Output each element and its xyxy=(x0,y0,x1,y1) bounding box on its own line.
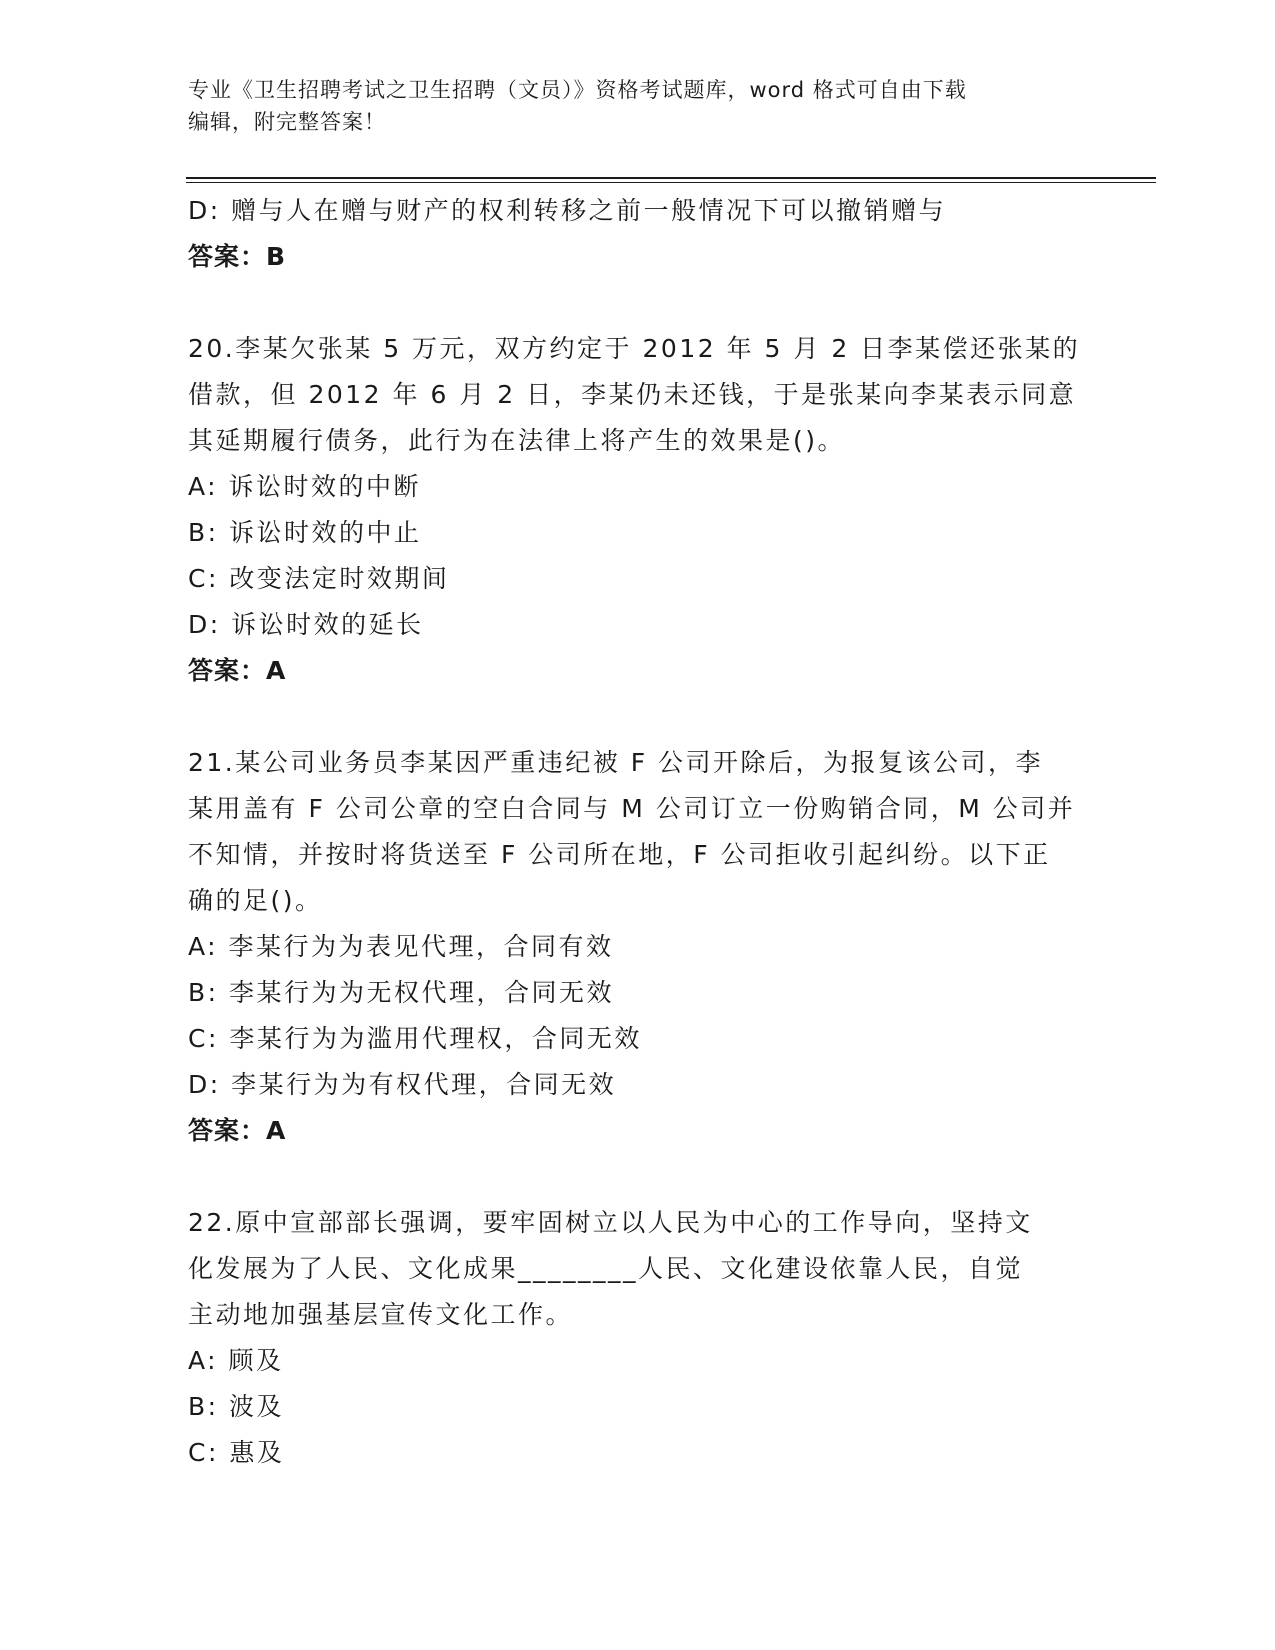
q22-stem-line-3: 主动地加强基层宣传文化工作。 xyxy=(188,1300,574,1329)
question-20 xyxy=(188,326,1088,694)
q21-option-a: A: 李某行为为表见代理，合同有效 xyxy=(188,932,614,961)
q20-option-b: B: 诉讼时效的中止 xyxy=(188,518,422,547)
q20-answer: 答案：A xyxy=(188,656,287,685)
spacer xyxy=(188,280,1088,326)
spacer xyxy=(188,694,1088,740)
question-22 xyxy=(188,1200,1088,1476)
q22-option-a: A: 顾及 xyxy=(188,1346,284,1375)
header-divider-thick xyxy=(186,177,1156,179)
q20-option-c: C: 改变法定时效期间 xyxy=(188,564,450,593)
question-content xyxy=(188,188,1088,1476)
q20-option-d: D: 诉讼时效的延长 xyxy=(188,610,424,639)
q22-stem-line-1: 22.原中宣部部长强调，要牢固树立以人民为中心的工作导向，坚持文 xyxy=(188,1208,1033,1237)
q20-stem-line-2: 借款，但 2012 年 6 月 2 日，李某仍未还钱，于是张某向李某表示同意 xyxy=(188,380,1077,409)
question-21 xyxy=(188,740,1088,1154)
header-divider-thin xyxy=(186,182,1156,183)
q21-option-c: C: 李某行为为滥用代理权，合同无效 xyxy=(188,1024,642,1053)
q19-answer: 答案：B xyxy=(188,242,287,271)
header-line-2: 编辑，附完整答案！ xyxy=(188,110,386,134)
q21-stem-line-4: 确的足()。 xyxy=(188,886,323,915)
q21-option-b: B: 李某行为为无权代理，合同无效 xyxy=(188,978,615,1007)
header-line-1: 专业《卫生招聘考试之卫生招聘（文员）》资格考试题库，word 格式可自由下载 xyxy=(188,78,967,102)
q21-option-d: D: 李某行为为有权代理，合同无效 xyxy=(188,1070,617,1099)
q21-stem-line-1: 21.某公司业务员李某因严重违纪被 F 公司开除后，为报复该公司，李 xyxy=(188,748,1044,777)
q22-option-c: C: 惠及 xyxy=(188,1438,285,1467)
q21-stem-line-2: 某用盖有 F 公司公章的空白合同与 M 公司订立一份购销合同，M 公司并 xyxy=(188,794,1076,823)
q20-option-a: A: 诉讼时效的中断 xyxy=(188,472,422,501)
q21-answer: 答案：A xyxy=(188,1116,287,1145)
page-header xyxy=(188,74,1068,138)
q19-option-d: D: 赠与人在赠与财产的权利转移之前一般情况下可以撤销赠与 xyxy=(188,196,947,225)
spacer xyxy=(188,1154,1088,1200)
q22-stem-line-2: 化发展为了人民、文化成果________人民、文化建设依靠人民，自觉 xyxy=(188,1254,1024,1283)
q20-stem-line-3: 其延期履行债务，此行为在法律上将产生的效果是()。 xyxy=(188,426,846,455)
q21-stem-line-3: 不知情，并按时将货送至 F 公司所在地，F 公司拒收引起纠纷。以下正 xyxy=(188,840,1051,869)
q20-stem-line-1: 20.李某欠张某 5 万元，双方约定于 2012 年 5 月 2 日李某偿还张某的 xyxy=(188,334,1081,363)
q22-option-b: B: 波及 xyxy=(188,1392,285,1421)
